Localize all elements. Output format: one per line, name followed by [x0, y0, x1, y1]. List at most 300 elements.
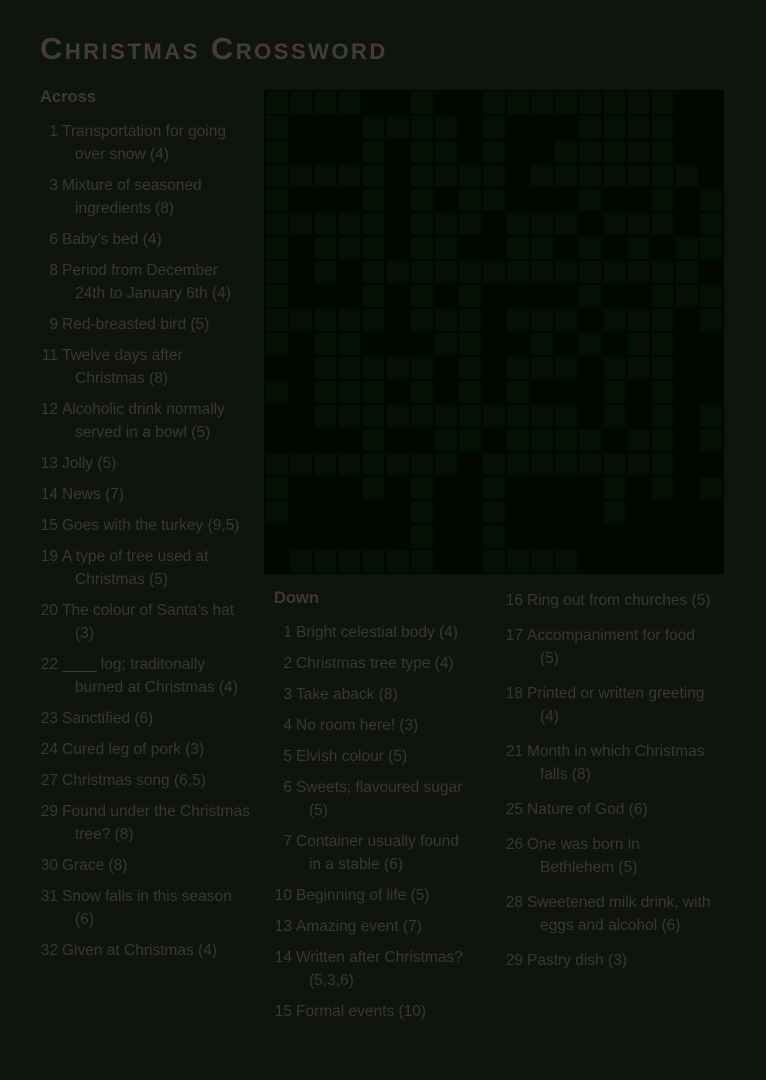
- grid-cell[interactable]: [579, 116, 601, 138]
- grid-cell[interactable]: [652, 116, 674, 138]
- grid-cell[interactable]: [266, 333, 288, 355]
- grid-cell[interactable]: [700, 213, 722, 235]
- grid-cell[interactable]: [459, 309, 481, 331]
- grid-cell[interactable]: [435, 237, 457, 259]
- grid-cell[interactable]: [483, 550, 505, 572]
- grid-block: [459, 502, 481, 524]
- grid-cell[interactable]: [363, 213, 385, 235]
- grid-cell[interactable]: [531, 454, 553, 476]
- clue-number: 30: [40, 857, 58, 874]
- grid-block: [555, 237, 577, 259]
- grid-cell[interactable]: [531, 333, 553, 355]
- grid-cell[interactable]: [652, 309, 674, 331]
- grid-block: [435, 357, 457, 379]
- grid-cell[interactable]: [531, 237, 553, 259]
- grid-block: [459, 237, 481, 259]
- grid-cell[interactable]: [266, 116, 288, 138]
- grid-block: [315, 285, 337, 307]
- grid-cell[interactable]: [411, 237, 433, 259]
- grid-cell[interactable]: [435, 116, 457, 138]
- grid-block: [339, 526, 361, 548]
- grid-cell[interactable]: [411, 357, 433, 379]
- grid-cell[interactable]: [387, 261, 409, 283]
- grid-cell[interactable]: [652, 213, 674, 235]
- grid-cell[interactable]: [339, 309, 361, 331]
- clue-number: 24: [40, 741, 58, 758]
- grid-cell[interactable]: [387, 357, 409, 379]
- grid-block: [579, 405, 601, 427]
- grid-cell[interactable]: [290, 309, 312, 331]
- grid-block: [290, 526, 312, 548]
- clue-item: [274, 915, 470, 938]
- grid-cell[interactable]: [266, 189, 288, 211]
- grid-block: [483, 381, 505, 403]
- grid-cell[interactable]: [339, 550, 361, 572]
- grid-cell[interactable]: [339, 237, 361, 259]
- clue-item: [40, 452, 252, 475]
- grid-cell[interactable]: [411, 526, 433, 548]
- grid-cell[interactable]: [531, 92, 553, 114]
- grid-cell[interactable]: [531, 430, 553, 452]
- grid-cell[interactable]: [290, 550, 312, 572]
- grid-cell[interactable]: [652, 381, 674, 403]
- grid-cell[interactable]: [604, 92, 626, 114]
- grid-cell[interactable]: [266, 478, 288, 500]
- grid-cell[interactable]: [411, 213, 433, 235]
- grid-cell[interactable]: [411, 285, 433, 307]
- clue-text: Twelve days after Christmas (8): [62, 347, 183, 387]
- clue-number: 1: [283, 624, 292, 641]
- grid-block: [315, 526, 337, 548]
- clue-number: 29: [505, 952, 523, 969]
- grid-cell[interactable]: [483, 526, 505, 548]
- grid-cell[interactable]: [435, 141, 457, 163]
- grid-cell[interactable]: [700, 430, 722, 452]
- grid-cell[interactable]: [604, 213, 626, 235]
- grid-cell[interactable]: [459, 165, 481, 187]
- grid-cell[interactable]: [387, 116, 409, 138]
- grid-cell[interactable]: [531, 261, 553, 283]
- grid-cell[interactable]: [507, 357, 529, 379]
- clue-item: [274, 884, 470, 907]
- grid-cell[interactable]: [700, 285, 722, 307]
- grid-cell[interactable]: [531, 309, 553, 331]
- grid-block: [531, 381, 553, 403]
- grid-cell[interactable]: [290, 165, 312, 187]
- grid-cell[interactable]: [459, 405, 481, 427]
- grid-cell[interactable]: [483, 189, 505, 211]
- clue-text: The colour of Santa’s hat (3): [62, 602, 235, 642]
- grid-cell[interactable]: [459, 381, 481, 403]
- grid-cell[interactable]: [266, 454, 288, 476]
- grid-cell[interactable]: [555, 357, 577, 379]
- grid-cell[interactable]: [579, 261, 601, 283]
- grid-cell[interactable]: [435, 405, 457, 427]
- grid-cell[interactable]: [363, 454, 385, 476]
- grid-cell[interactable]: [700, 189, 722, 211]
- grid-block: [459, 478, 481, 500]
- grid-block: [387, 526, 409, 548]
- grid-block: [676, 92, 698, 114]
- clue-text: Pastry dish (3): [527, 952, 627, 969]
- grid-cell[interactable]: [459, 189, 481, 211]
- grid-block: [700, 454, 722, 476]
- grid-block: [676, 357, 698, 379]
- grid-cell[interactable]: [676, 165, 698, 187]
- grid-cell[interactable]: [266, 502, 288, 524]
- grid-cell[interactable]: [579, 165, 601, 187]
- grid-cell[interactable]: [628, 92, 650, 114]
- grid-block: [459, 141, 481, 163]
- grid-cell[interactable]: [387, 550, 409, 572]
- grid-cell[interactable]: [363, 405, 385, 427]
- grid-block: [290, 357, 312, 379]
- grid-cell[interactable]: [411, 478, 433, 500]
- grid-cell[interactable]: [459, 430, 481, 452]
- grid-cell[interactable]: [266, 237, 288, 259]
- grid-cell[interactable]: [363, 285, 385, 307]
- grid-cell[interactable]: [435, 213, 457, 235]
- grid-cell[interactable]: [604, 405, 626, 427]
- grid-cell[interactable]: [363, 550, 385, 572]
- grid-cell[interactable]: [531, 213, 553, 235]
- grid-cell[interactable]: [628, 237, 650, 259]
- grid-cell[interactable]: [604, 141, 626, 163]
- grid-cell[interactable]: [483, 502, 505, 524]
- grid-cell[interactable]: [652, 141, 674, 163]
- grid-block: [339, 478, 361, 500]
- grid-block: [315, 478, 337, 500]
- grid-cell[interactable]: [652, 285, 674, 307]
- grid-cell[interactable]: [483, 405, 505, 427]
- clue-item: [40, 939, 252, 962]
- clue-item: [40, 228, 252, 251]
- grid-cell[interactable]: [411, 309, 433, 331]
- grid-block: [507, 189, 529, 211]
- clue-number: 13: [274, 918, 292, 935]
- grid-cell[interactable]: [531, 405, 553, 427]
- grid-cell[interactable]: [363, 189, 385, 211]
- clue-item: [40, 514, 252, 537]
- clue-number: 3: [49, 177, 58, 194]
- grid-cell[interactable]: [652, 333, 674, 355]
- grid-cell[interactable]: [266, 141, 288, 163]
- grid-cell[interactable]: [339, 92, 361, 114]
- clue-item: [505, 740, 717, 786]
- grid-cell[interactable]: [411, 550, 433, 572]
- grid-cell[interactable]: [676, 285, 698, 307]
- grid-block: [339, 285, 361, 307]
- grid-cell[interactable]: [555, 92, 577, 114]
- clue-text: Cured leg of pork (3): [62, 741, 205, 758]
- grid-cell[interactable]: [652, 92, 674, 114]
- clue-text: Container usually found in a stable (6): [296, 833, 459, 873]
- grid-block: [579, 381, 601, 403]
- grid-cell[interactable]: [507, 550, 529, 572]
- grid-cell[interactable]: [266, 285, 288, 307]
- grid-cell[interactable]: [411, 405, 433, 427]
- grid-cell[interactable]: [266, 261, 288, 283]
- grid-cell[interactable]: [700, 237, 722, 259]
- grid-cell[interactable]: [507, 309, 529, 331]
- grid-cell[interactable]: [700, 309, 722, 331]
- grid-cell[interactable]: [411, 454, 433, 476]
- grid-cell[interactable]: [579, 237, 601, 259]
- grid-cell[interactable]: [628, 357, 650, 379]
- grid-cell[interactable]: [604, 309, 626, 331]
- grid-cell[interactable]: [579, 430, 601, 452]
- grid-cell[interactable]: [555, 454, 577, 476]
- grid-cell[interactable]: [555, 430, 577, 452]
- grid-cell[interactable]: [363, 381, 385, 403]
- grid-cell[interactable]: [411, 381, 433, 403]
- grid-cell[interactable]: [435, 165, 457, 187]
- grid-block: [531, 478, 553, 500]
- grid-cell[interactable]: [652, 454, 674, 476]
- grid-cell[interactable]: [483, 92, 505, 114]
- grid-block: [459, 116, 481, 138]
- grid-cell[interactable]: [290, 213, 312, 235]
- grid-cell[interactable]: [555, 405, 577, 427]
- grid-cell[interactable]: [363, 261, 385, 283]
- grid-block: [507, 285, 529, 307]
- clue-item: [40, 483, 252, 506]
- grid-cell[interactable]: [266, 213, 288, 235]
- grid-cell[interactable]: [483, 478, 505, 500]
- grid-cell[interactable]: [604, 261, 626, 283]
- grid-cell[interactable]: [628, 165, 650, 187]
- grid-cell[interactable]: [290, 454, 312, 476]
- grid-cell[interactable]: [507, 237, 529, 259]
- clue-item: [40, 599, 252, 645]
- clue-item: [505, 589, 717, 612]
- grid-cell[interactable]: [411, 92, 433, 114]
- clue-number: 9: [49, 316, 58, 333]
- grid-cell[interactable]: [507, 454, 529, 476]
- grid-cell[interactable]: [459, 285, 481, 307]
- grid-block: [363, 333, 385, 355]
- grid-block: [555, 381, 577, 403]
- grid-cell[interactable]: [604, 454, 626, 476]
- grid-cell[interactable]: [435, 333, 457, 355]
- grid-cell[interactable]: [579, 285, 601, 307]
- grid-cell[interactable]: [579, 92, 601, 114]
- grid-cell[interactable]: [459, 357, 481, 379]
- grid-cell[interactable]: [652, 478, 674, 500]
- grid-cell[interactable]: [315, 309, 337, 331]
- grid-cell[interactable]: [339, 213, 361, 235]
- grid-cell[interactable]: [363, 430, 385, 452]
- grid-cell[interactable]: [604, 116, 626, 138]
- grid-cell[interactable]: [483, 116, 505, 138]
- grid-cell[interactable]: [579, 333, 601, 355]
- grid-cell[interactable]: [507, 213, 529, 235]
- grid-cell[interactable]: [315, 213, 337, 235]
- grid-cell[interactable]: [604, 502, 626, 524]
- grid-cell[interactable]: [315, 405, 337, 427]
- grid-cell[interactable]: [628, 309, 650, 331]
- grid-block: [339, 502, 361, 524]
- grid-block: [290, 333, 312, 355]
- grid-cell[interactable]: [411, 116, 433, 138]
- grid-cell[interactable]: [579, 454, 601, 476]
- grid-block: [676, 550, 698, 572]
- grid-cell[interactable]: [652, 165, 674, 187]
- grid-cell[interactable]: [507, 261, 529, 283]
- grid-cell[interactable]: [555, 309, 577, 331]
- grid-cell[interactable]: [483, 454, 505, 476]
- grid-cell[interactable]: [652, 189, 674, 211]
- grid-block: [387, 502, 409, 524]
- clue-item: [40, 174, 252, 220]
- grid-cell[interactable]: [363, 309, 385, 331]
- grid-cell[interactable]: [363, 478, 385, 500]
- grid-cell[interactable]: [483, 165, 505, 187]
- clue-text: Sweetened milk drink, with eggs and alcohol (6): [527, 894, 711, 934]
- clue-number: 17: [505, 627, 523, 644]
- grid-cell[interactable]: [604, 165, 626, 187]
- grid-cell[interactable]: [339, 357, 361, 379]
- grid-cell[interactable]: [507, 92, 529, 114]
- grid-cell[interactable]: [652, 430, 674, 452]
- grid-cell[interactable]: [411, 141, 433, 163]
- grid-cell[interactable]: [290, 92, 312, 114]
- grid-block: [676, 430, 698, 452]
- grid-cell[interactable]: [507, 381, 529, 403]
- grid-block: [411, 430, 433, 452]
- grid-cell[interactable]: [604, 357, 626, 379]
- grid-cell[interactable]: [315, 357, 337, 379]
- grid-cell[interactable]: [339, 454, 361, 476]
- grid-cell[interactable]: [628, 141, 650, 163]
- grid-cell[interactable]: [628, 454, 650, 476]
- clue-text: Formal events (10): [296, 1003, 427, 1020]
- clue-text: News (7): [62, 486, 125, 503]
- grid-cell[interactable]: [531, 550, 553, 572]
- grid-block: [676, 333, 698, 355]
- grid-cell[interactable]: [266, 165, 288, 187]
- grid-cell[interactable]: [315, 165, 337, 187]
- grid-cell[interactable]: [483, 261, 505, 283]
- grid-cell[interactable]: [315, 237, 337, 259]
- grid-cell[interactable]: [604, 478, 626, 500]
- grid-cell[interactable]: [411, 261, 433, 283]
- grid-cell[interactable]: [628, 430, 650, 452]
- grid-cell[interactable]: [315, 92, 337, 114]
- grid-block: [507, 116, 529, 138]
- grid-block: [555, 285, 577, 307]
- grid-cell[interactable]: [435, 309, 457, 331]
- grid-cell[interactable]: [555, 141, 577, 163]
- grid-block: [604, 189, 626, 211]
- grid-cell[interactable]: [628, 333, 650, 355]
- grid-cell[interactable]: [459, 333, 481, 355]
- grid-cell[interactable]: [315, 381, 337, 403]
- grid-cell[interactable]: [652, 357, 674, 379]
- grid-cell[interactable]: [266, 381, 288, 403]
- grid-cell[interactable]: [435, 430, 457, 452]
- grid-cell[interactable]: [676, 261, 698, 283]
- grid-cell[interactable]: [363, 165, 385, 187]
- grid-cell[interactable]: [339, 381, 361, 403]
- grid-cell[interactable]: [411, 502, 433, 524]
- grid-block: [435, 189, 457, 211]
- grid-cell[interactable]: [459, 213, 481, 235]
- grid-block: [531, 189, 553, 211]
- grid-block: [339, 261, 361, 283]
- grid-cell[interactable]: [652, 261, 674, 283]
- grid-cell[interactable]: [555, 165, 577, 187]
- grid-cell[interactable]: [339, 333, 361, 355]
- grid-cell[interactable]: [315, 261, 337, 283]
- grid-block: [483, 285, 505, 307]
- grid-cell[interactable]: [555, 213, 577, 235]
- grid-cell[interactable]: [363, 141, 385, 163]
- grid-cell[interactable]: [676, 237, 698, 259]
- grid-cell[interactable]: [266, 309, 288, 331]
- grid-cell[interactable]: [411, 189, 433, 211]
- clue-number: 31: [40, 888, 58, 905]
- grid-cell[interactable]: [531, 357, 553, 379]
- grid-cell[interactable]: [628, 116, 650, 138]
- grid-cell[interactable]: [579, 189, 601, 211]
- grid-block: [579, 309, 601, 331]
- grid-cell[interactable]: [266, 92, 288, 114]
- grid-cell[interactable]: [507, 430, 529, 452]
- grid-cell[interactable]: [339, 405, 361, 427]
- grid-cell[interactable]: [387, 454, 409, 476]
- grid-block: [290, 285, 312, 307]
- grid-block: [387, 333, 409, 355]
- grid-cell[interactable]: [700, 405, 722, 427]
- grid-block: [628, 405, 650, 427]
- grid-cell[interactable]: [483, 141, 505, 163]
- grid-cell[interactable]: [604, 381, 626, 403]
- grid-cell[interactable]: [435, 261, 457, 283]
- grid-cell[interactable]: [700, 478, 722, 500]
- grid-cell[interactable]: [363, 357, 385, 379]
- grid-block: [676, 526, 698, 548]
- grid-cell[interactable]: [459, 261, 481, 283]
- grid-cell[interactable]: [531, 165, 553, 187]
- grid-cell[interactable]: [315, 550, 337, 572]
- grid-cell[interactable]: [315, 333, 337, 355]
- grid-cell[interactable]: [387, 405, 409, 427]
- clue-number: 18: [505, 685, 523, 702]
- clue-text: Printed or written greeting (4): [527, 685, 705, 725]
- grid-cell[interactable]: [339, 165, 361, 187]
- grid-block: [387, 213, 409, 235]
- clue-item: [505, 833, 717, 879]
- grid-block: [700, 550, 722, 572]
- grid-cell[interactable]: [555, 550, 577, 572]
- grid-cell[interactable]: [363, 237, 385, 259]
- grid-cell[interactable]: [652, 405, 674, 427]
- grid-cell[interactable]: [555, 261, 577, 283]
- grid-cell[interactable]: [507, 405, 529, 427]
- grid-cell[interactable]: [628, 261, 650, 283]
- grid-block: [676, 141, 698, 163]
- grid-cell[interactable]: [411, 165, 433, 187]
- grid-block: [555, 502, 577, 524]
- grid-block: [363, 526, 385, 548]
- grid-cell[interactable]: [628, 213, 650, 235]
- grid-cell[interactable]: [315, 454, 337, 476]
- grid-cell[interactable]: [435, 454, 457, 476]
- grid-cell[interactable]: [363, 116, 385, 138]
- grid-cell[interactable]: [579, 141, 601, 163]
- clue-item: [274, 776, 470, 822]
